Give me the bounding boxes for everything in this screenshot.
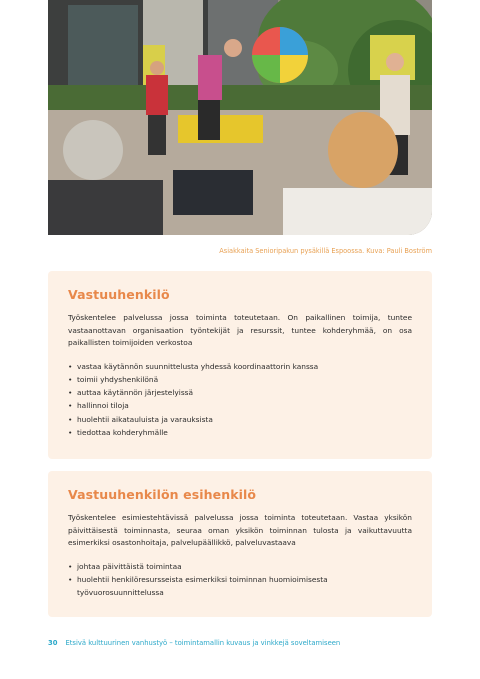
list-item: • hallinnoi tiloja [68,399,412,412]
role-card-esihenkilo [48,471,432,617]
page-number: 30 [48,639,58,647]
role-card-vastuuhenkilo [48,271,432,459]
list-item: • auttaa käytännön järjestelyissä [68,386,412,399]
street-performance-photo [48,0,432,235]
list-item: • tiedottaa kohderyhmälle [68,426,412,439]
responsibility-list [68,560,412,600]
list-item: • huolehtii henkilöresursseista esimerkiksi toiminnan huomioimisesta työvuorosuunnittelussa [68,573,412,600]
page-footer [48,639,340,647]
list-item: • huolehtii aikatauluista ja varauksista [68,413,412,426]
footer-title: Etsivä kulttuurinen vanhustyö – toimintamallin kuvaus ja vinkkejä soveltamiseen [65,639,341,647]
list-item: • toimii yhdyshenkilönä [68,373,412,386]
card-title: Vastuuhenkilön esihenkilö [68,487,257,502]
card-title: Vastuuhenkilö [68,287,170,302]
card-description: Työskentelee palvelussa jossa toiminta toteutetaan. On paikallinen toimija, tuntee vastaanottavan organisaation työntekijät ja resurssit, tuntee kohderyhmää, on osa paikallisten toimijoiden verkostoa [68,313,412,347]
header-photo [48,0,432,235]
responsibility-list [68,360,412,440]
photo-caption: Asiakkaita Senioripakun pysäkillä Espoossa. Kuva: Pauli Boström [219,247,432,255]
card-description: Työskentelee esimiestehtävissä palvelussa jossa toiminta toteutetaan. Vastaa yksikön päivittäisestä toiminnasta, seuraa oman yksikön toiminnan tulosta ja vaikuttavuutta esimerkiksi osastonhoitaja, palvelupäällikkö, palveluvastaava [68,513,412,547]
list-item: • vastaa käytännön suunnittelusta yhdessä koordinaattorin kanssa [68,360,412,373]
list-item: • johtaa päivittäistä toimintaa [68,560,412,573]
